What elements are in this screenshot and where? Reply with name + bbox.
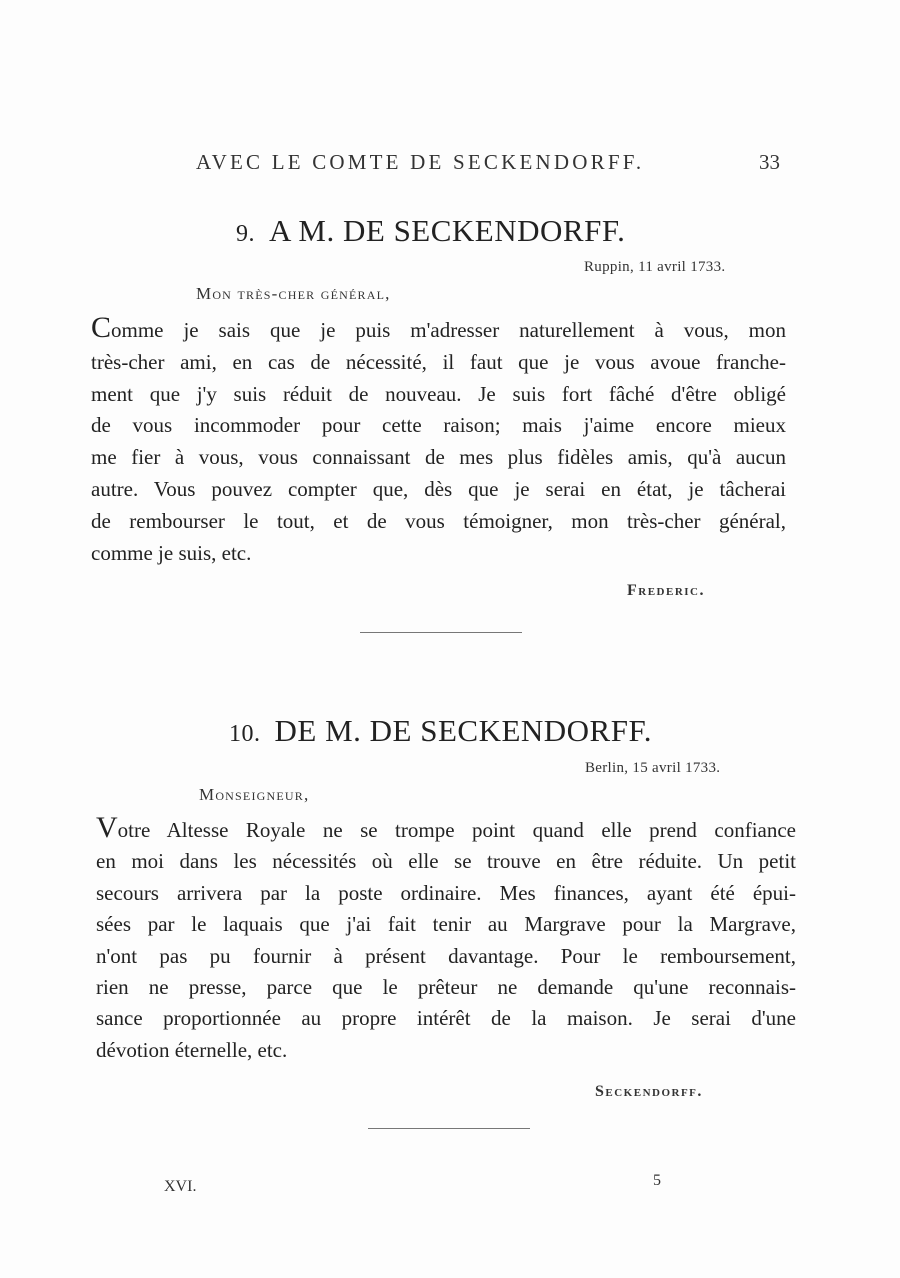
body-line: comme je suis, etc.	[91, 540, 252, 565]
divider	[360, 632, 522, 633]
body-line: n'ont pas pu fournir à présent davantage. Pour le remboursement,	[96, 943, 796, 968]
signature: Seckendorff.	[595, 1083, 703, 1100]
place-date: Ruppin, 11 avril 1733.	[584, 259, 726, 275]
salutation: Monseigneur,	[199, 785, 310, 804]
body-line: ment que j'y suis réduit de nouveau. Je suis fort fâché d'être obligé	[91, 381, 786, 406]
body-line: dévotion éternelle, etc.	[96, 1037, 288, 1062]
letter-body	[96, 815, 796, 1066]
page-number: 33	[759, 150, 780, 174]
salutation: Mon très-cher général,	[196, 284, 391, 303]
body-line: secours arrivera par la poste ordinaire. Mes finances, ayant été épui-	[96, 880, 796, 905]
signature-mark: XVI.	[164, 1178, 197, 1195]
letter-title	[236, 213, 625, 249]
body-line: de rembourser le tout, et de vous témoigner, mon très-cher général,	[91, 508, 786, 533]
body-line: de vous incommoder pour cette raison; mais j'aime encore mieux	[91, 413, 786, 438]
drop-cap: C	[91, 315, 112, 344]
letter-number: 10.	[229, 721, 261, 747]
body-line: sées par le laquais que j'ai fait tenir au Margrave pour la Margrave,	[96, 912, 796, 937]
gathering-number: 5	[653, 1172, 661, 1189]
letter-number: 9.	[236, 221, 255, 247]
signature: Frederic.	[627, 582, 706, 599]
body-line: rien ne presse, parce que le prêteur ne demande qu'une reconnais-	[96, 974, 796, 999]
body-line: sance proportionnée au propre intérêt de la maison. Je serai d'une	[96, 1006, 796, 1031]
body-line: en moi dans les nécessités où elle se trouve en être réduite. Un petit	[96, 849, 796, 874]
letter-body	[91, 315, 786, 569]
body-line: très-cher ami, en cas de nécessité, il faut que je vous avoue franche-	[91, 349, 786, 374]
place-date: Berlin, 15 avril 1733.	[585, 760, 721, 776]
body-line: autre. Vous pouvez compter que, dès que je serai en état, je tâcherai	[91, 476, 786, 501]
letter-heading: A M. DE SECKENDORFF.	[269, 213, 626, 248]
body-line: me fier à vous, vous connaissant de mes plus fidèles amis, qu'à aucun	[91, 445, 786, 470]
body-line: Votre Altesse Royale ne se trompe point quand elle prend confiance	[96, 815, 796, 846]
letter-title	[229, 713, 652, 749]
running-head: AVEC LE COMTE DE SECKENDORFF.	[196, 150, 645, 174]
body-line: Comme je sais que je puis m'adresser naturellement à vous, mon	[91, 315, 786, 347]
letter-heading: DE M. DE SECKENDORFF.	[274, 713, 652, 748]
drop-cap: V	[96, 815, 118, 844]
divider	[368, 1128, 530, 1129]
